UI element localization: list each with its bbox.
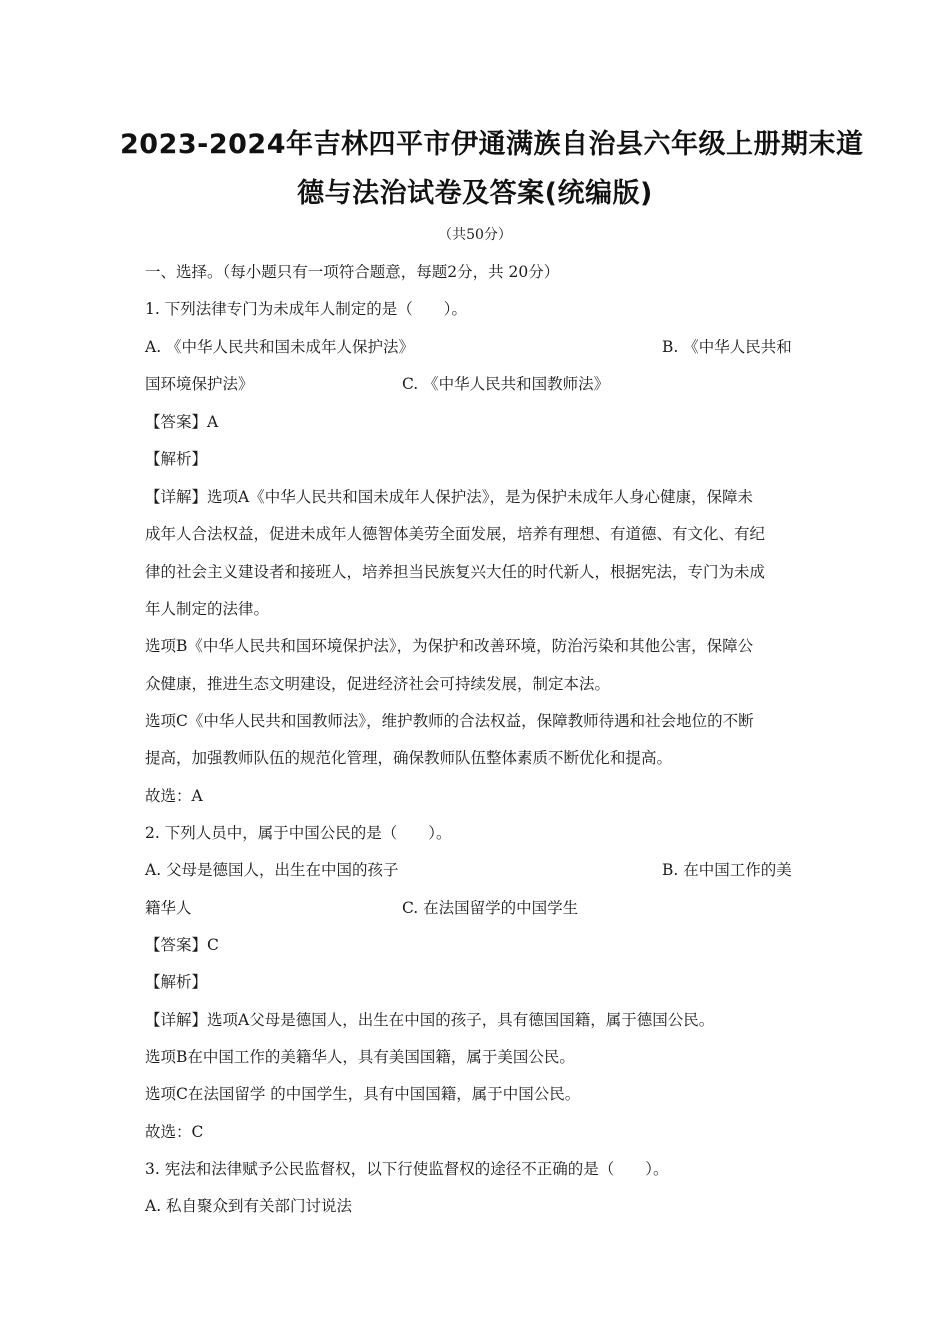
question-2-choice: 故选：C	[145, 1123, 204, 1141]
question-1-option-b-cont: 国环境保护法》	[145, 375, 254, 393]
document-title-line2: 德与法治试卷及答案(统编版)	[297, 178, 653, 209]
question-3-stem: 3. 宪法和法律赋予公民监督权，以下行使监督权的途径不正确的是（ ）。	[145, 1160, 669, 1178]
question-1-option-c: C. 《中华人民共和国教师法》	[402, 375, 610, 393]
question-1-detail-line: 选项C《中华人民共和国教师法》，维护教师的合法权益，保障教师待遇和社会地位的不断	[145, 712, 754, 730]
question-1-answer: 【答案】A	[145, 413, 219, 431]
question-1-detail-line: 众健康，推进生态文明建设，促进经济社会可持续发展，制定本法。	[145, 675, 611, 693]
question-2-analysis: 【解析】	[145, 973, 208, 991]
question-1-detail-line: 【详解】选项A《中华人民共和国未成年人保护法》，是为保护未成年人身心健康，保障未	[145, 488, 753, 506]
document-title-line1: 2023-2024年吉林四平市伊通满族自治县六年级上册期末道	[120, 129, 864, 160]
question-1-detail-line: 年人制定的法律。	[145, 600, 270, 618]
question-2-option-a: A. 父母是德国人，出生在中国的孩子	[145, 861, 399, 879]
question-1-detail-line: 选项B《中华人民共和国环境保护法》，为保护和改善环境，防治污染和其他公害，保障公	[145, 637, 754, 655]
question-1-stem: 1. 下列法律专门为未成年人制定的是（ ）。	[145, 300, 467, 318]
question-2-detail-line: 【详解】选项A父母是德国人，出生在中国的孩子，具有德国国籍，属于德国公民。	[145, 1011, 715, 1029]
question-1-detail-line: 成年人合法权益，促进未成年人德智体美劳全面发展，培养有理想、有道德、有文化、有纪	[145, 525, 766, 543]
question-2-stem: 2. 下列人员中，属于中国公民的是（ ）。	[145, 824, 452, 842]
question-1-analysis: 【解析】	[145, 450, 208, 468]
question-2-detail-line: 选项C在法国留学 的中国学生，具有中国国籍，属于中国公民。	[145, 1085, 581, 1103]
section-heading: 一、选择。（每小题只有一项符合题意，每题2分，共 20分）	[145, 263, 560, 281]
question-2-detail-line: 选项B在中国工作的美籍华人，具有美国国籍，属于美国公民。	[145, 1048, 575, 1066]
question-1-option-b: B. 《中华人民共和	[662, 338, 792, 356]
question-2-option-b-cont: 籍华人	[145, 899, 192, 917]
total-score: （共50分）	[438, 227, 512, 243]
question-2-answer: 【答案】C	[145, 936, 219, 954]
question-1-option-a: A. 《中华人民共和国未成年人保护法》	[145, 338, 415, 356]
question-2-option-c: C. 在法国留学的中国学生	[402, 899, 579, 917]
question-1-choice: 故选：A	[145, 787, 203, 805]
question-1-detail-line: 律的社会主义建设者和接班人，培养担当民族复兴大任的时代新人，根据宪法，专门为未成	[145, 563, 766, 581]
question-2-option-b: B. 在中国工作的美	[662, 861, 792, 879]
question-1-detail-line: 提高，加强教师队伍的规范化管理，确保教师队伍整体素质不断优化和提高。	[145, 749, 673, 767]
question-3-option-a: A. 私自聚众到有关部门讨说法	[145, 1197, 353, 1215]
